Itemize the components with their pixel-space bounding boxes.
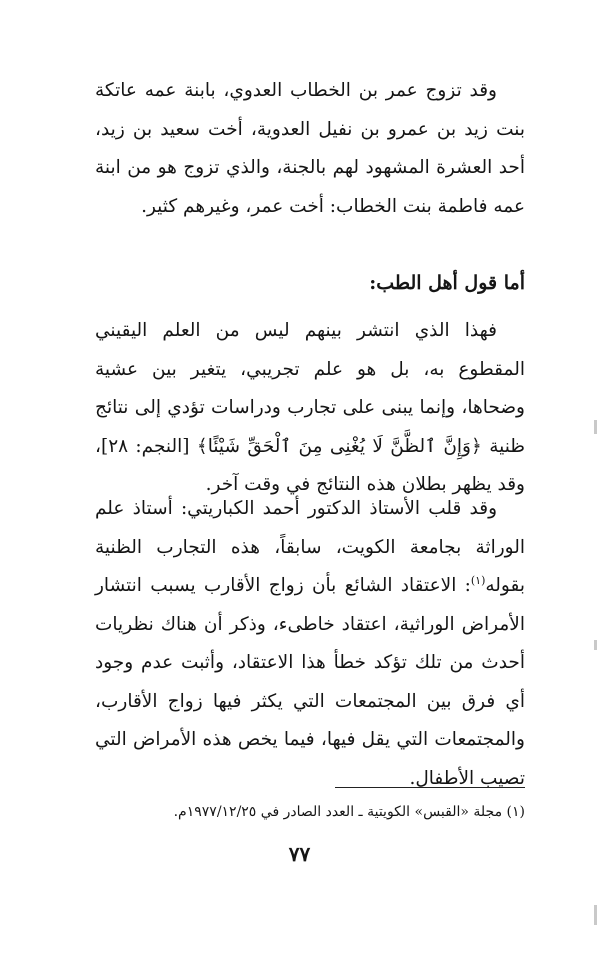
section-heading: أما قول أهل الطب:: [369, 272, 525, 294]
page-number: ٧٧: [288, 842, 311, 866]
paragraph-marriage-examples: وقد تزوج عمر بن الخطاب العدوي، بابنة عمه عاتكة بنت زيد بن عمرو بن نفيل العدوية، أخت سعيد بن زيد، أحد العشرة المشهود لهم بالجنة، والذي تزوج هو من ابنة عمه فاطمة بنت الخطاب: أخت عمر، وغيرهم كثير.: [95, 80, 525, 217]
footnote-reference-marker: (١): [470, 573, 486, 587]
paragraph-text-part-2: : الاعتقاد الشائع بأن زواج الأقارب يسبب انتشار الأمراض الوراثية، اعتقاد خاطىء، وذكر أن هناك نظريات أحدث من تلك تؤكد خطأ هذا الاعتقاد، وأثبت عدم وجود أي فرق بين المجتمعات التي يكثر فيها زواج الأقارب، والمجتمعات التي يقل فيها، فيما يخص هذه الأمراض التي تصيب الأطفال.: [95, 575, 525, 789]
scan-edge-mark: [594, 420, 597, 434]
paragraph-genetics-professor: [95, 490, 525, 798]
footnote-separator-line: [335, 787, 525, 788]
scan-edge-mark: [594, 905, 597, 925]
paragraph-text-part-1: وقد قلب الأستاذ الدكتور أحمد الكباريتي: أستاذ علم الوراثة بجامعة الكويت، سابقاً، هذه التجارب الظنية بقوله: [95, 498, 525, 596]
scan-edge-mark: [594, 640, 597, 650]
paragraph-medical-opinion: فهذا الذي انتشر بينهم ليس من العلم اليقيني المقطوع به، بل هو علم تجريبي، يتغير بين عشية وضحاها، وإنما يبنى على تجارب ودراسات تؤدي إلى نتائج ظنية ﴿وَإِنَّ ٱلظَّنَّ لَا يُغْنِى مِنَ ٱلْحَقِّ شَيْئًا﴾ [النجم: ٢٨]، وقد يظهر بطلان هذه النتائج في وقت آخر.: [95, 320, 525, 495]
footnote: (١) مجلة «القبس» الكويتية ـ العدد الصادر في ١٩٧٧/١٢/٢٥م.: [173, 804, 525, 820]
